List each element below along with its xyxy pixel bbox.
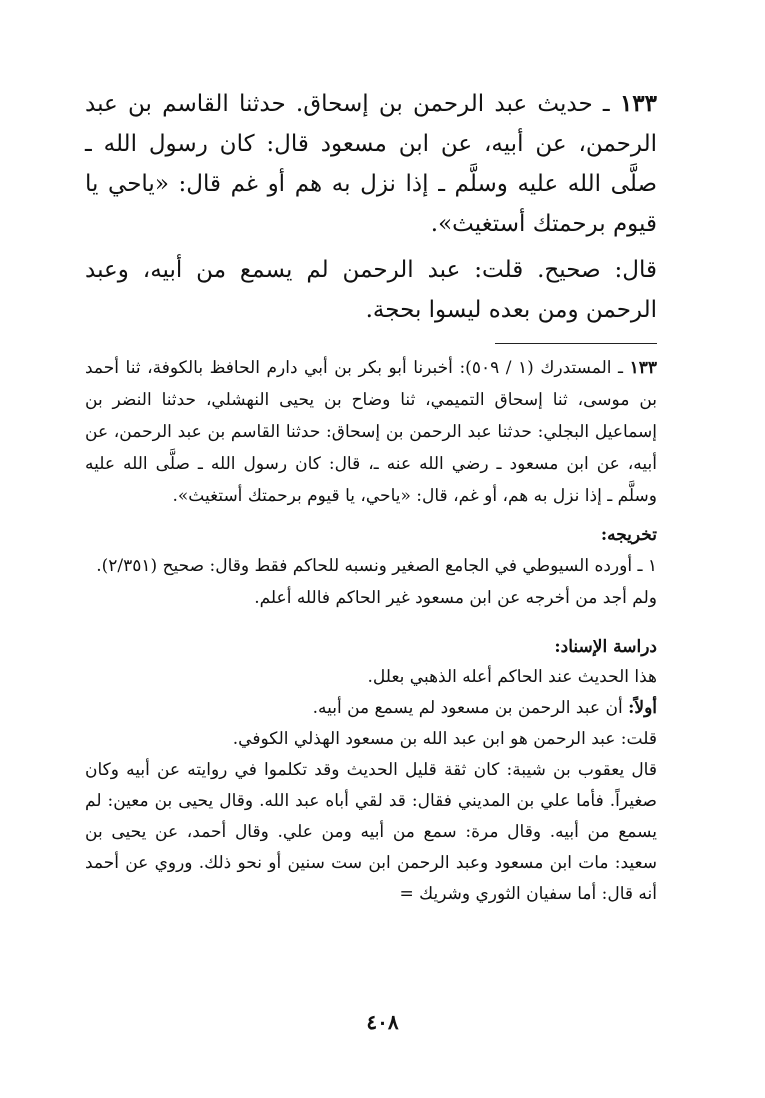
hadith-number: ١٣٣ <box>619 90 657 117</box>
hadith-body: ـ حديث عبد الرحمن بن إسحاق. حدثنا القاسم بن عبد الرحمن، عن أبيه، عن ابن مسعود قال: كان رسول الله ـ صلَّى الله عليه وسلَّم ـ إذا نزل به هم أو غم قال: «ياحي يا قيوم برحمتك أستغيث». <box>85 91 657 237</box>
isnad-line-3: قلت: عبد الرحمن هو ابن عبد الله بن مسعود الهذلي الكوفي. <box>232 729 657 749</box>
hadith-entry <box>85 84 657 330</box>
takhrij-heading: تخريجه: <box>600 525 657 545</box>
spacer <box>85 614 657 624</box>
footnote-source-text: ـ المستدرك (١ / ٥٠٩): أخبرنا أبو بكر بن أبي دارم الحافظ بالكوفة، ثنا أحمد بن موسى، ثنا إسحاق التميمي، ثنا وضاح بن يحيى النهشلي، حدثنا النضر بن إسماعيل البجلي: حدثنا عبد الرحمن بن إسحاق: حدثنا القاسم بن عبد الرحمن، عن أبيه، عن ابن مسعود ـ رضي الله عنه ـ، قال: كان رسول الله ـ صلَّى الله عليه وسلَّم ـ إذا نزل به هم، أو غم، قال: «ياحي، يا قيوم برحمتك أستغيث». <box>85 358 657 506</box>
footnote-section <box>85 352 657 910</box>
isnad-line-2 <box>85 693 657 724</box>
footnote-source <box>85 352 657 512</box>
isnad-first-label: أولاً: <box>628 698 657 718</box>
isnad-heading: دراسة الإسناد: <box>554 637 657 657</box>
isnad-line-1: هذا الحديث عند الحاكم أعله الذهبي بعلل. <box>367 667 657 687</box>
isnad-line-4: قال يعقوب بن شيبة: كان ثقة قليل الحديث وقد تكلموا في روايته عن أبيه وكان صغيراً. فأما علي بن المديني فقال: قد لقي أباه عبد الله. وقال يحيى بن معين: لم يسمع من أبيه. وقال مرة: سمع من أبيه ومن علي. وقال أحمد، عن يحيى بن سعيد: مات ابن مسعود وعبد الرحمن ابن ست سنين أو نحو ذلك. وروي عن أحمد أنه قال: أما سفيان الثوري وشريك = <box>85 760 657 904</box>
footnote-number: ١٣٣ <box>629 358 657 378</box>
takhrij-note: ولم أجد من أخرجه عن ابن مسعود غير الحاكم فالله أعلم. <box>254 588 657 608</box>
takhrij-item-1: ١ ـ أورده السيوطي في الجامع الصغير ونسبه للحاكم فقط وقال: صحيح (٢/٣٥١). <box>96 556 657 576</box>
isnad-first-text: أن عبد الرحمن بن مسعود لم يسمع من أبيه. <box>312 698 629 718</box>
footnote-divider <box>495 343 657 344</box>
page-number: ٤٠٨ <box>366 1010 399 1034</box>
hadith-comment: قال: صحيح. قلت: عبد الرحمن لم يسمع من أبيه، وعبد الرحمن ومن بعده ليسوا بحجة. <box>85 257 657 323</box>
hadith-text <box>85 84 657 244</box>
